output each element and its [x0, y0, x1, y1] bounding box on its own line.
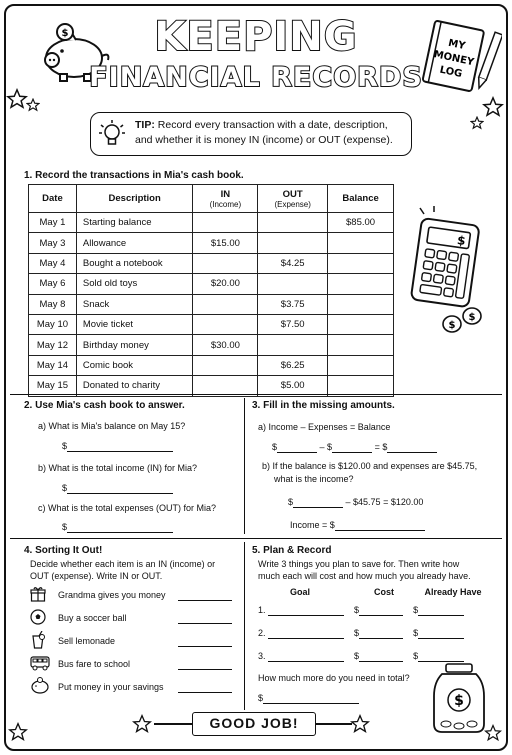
- answer-line-in-out[interactable]: [178, 635, 232, 647]
- list-item: [30, 635, 240, 651]
- svg-text:$: $: [454, 693, 464, 709]
- star-icon: [26, 98, 40, 112]
- svg-text:$: $: [456, 233, 467, 249]
- notebook-label: MY: [447, 37, 467, 53]
- cell-date: May 8: [29, 294, 77, 314]
- cell-balance[interactable]: [328, 294, 394, 314]
- section-2-title: 2. Use Mia's cash book to answer.: [24, 400, 185, 411]
- section-5-title: 5. Plan & Record: [252, 545, 332, 556]
- cell-date: May 1: [29, 213, 77, 233]
- star-icon: [350, 714, 370, 734]
- cell-description: Bought a notebook: [76, 253, 193, 273]
- cell-balance[interactable]: [328, 376, 394, 396]
- cell-in: [193, 376, 258, 396]
- title-line-1: KEEPING: [154, 14, 358, 60]
- lemonade-icon: [30, 631, 46, 649]
- answer-line-2c[interactable]: $: [62, 521, 173, 533]
- item-label: Sell lemonade: [58, 636, 116, 646]
- table-row: [29, 253, 394, 273]
- good-job-banner: GOOD JOB!: [192, 712, 316, 736]
- tip-box: [90, 112, 412, 156]
- answer-line-2b[interactable]: $: [62, 482, 173, 494]
- notebook-label: LOG: [438, 64, 464, 81]
- svg-text:$: $: [448, 320, 456, 331]
- section-2-question-a: a) What is Mia's balance on May 15?: [38, 421, 186, 431]
- answer-line-in-out[interactable]: [178, 658, 232, 670]
- cell-balance[interactable]: [328, 355, 394, 375]
- cell-out: $5.00: [258, 376, 328, 396]
- table-row: [29, 314, 394, 334]
- cell-description: Birthday money: [76, 335, 193, 355]
- table-row: [29, 376, 394, 396]
- cell-description: Snack: [76, 294, 193, 314]
- cell-out: [258, 274, 328, 294]
- star-icon: [132, 714, 152, 734]
- section-3-question-b-line1: b) If the balance is $120.00 and expenses are $45.75,: [262, 461, 478, 471]
- cell-in: $30.00: [193, 335, 258, 355]
- star-icon: [482, 96, 504, 118]
- section-3-question-a: a) Income – Expenses = Balance: [258, 422, 391, 432]
- section-1-title: 1. Record the transactions in Mia's cash book.: [24, 170, 244, 181]
- cell-date: May 15: [29, 376, 77, 396]
- plan-row[interactable]: 3. $ $: [258, 650, 498, 662]
- item-label: Bus fare to school: [58, 659, 131, 669]
- cell-description: Comic book: [76, 355, 193, 375]
- col-date: Date: [29, 185, 77, 213]
- income-answer-line[interactable]: Income = $: [290, 519, 425, 531]
- col-goal: Goal: [289, 587, 310, 597]
- list-item: [30, 612, 240, 628]
- cell-description: Allowance: [76, 233, 193, 253]
- cell-date: May 4: [29, 253, 77, 273]
- tip-label: TIP:: [135, 119, 155, 131]
- cell-description: Donated to charity: [76, 376, 193, 396]
- cell-description: Sold old toys: [76, 274, 193, 294]
- bus-icon: [30, 655, 50, 671]
- table-row: [29, 294, 394, 314]
- col-already-have: Already Have: [424, 587, 482, 597]
- star-icon: [8, 722, 28, 742]
- section-3-equation-b[interactable]: $ – $45.75 = $120.00: [288, 497, 424, 507]
- section-5-instructions-line1: Write 3 things you plan to save for. Then write how: [258, 559, 460, 569]
- cell-balance[interactable]: [328, 335, 394, 355]
- notebook-label: MONEY: [432, 49, 475, 69]
- col-cost: Cost: [374, 587, 394, 597]
- list-item: [30, 589, 240, 605]
- col-out: OUT (Expense): [258, 185, 328, 213]
- cell-out: [258, 335, 328, 355]
- soccer-ball-icon: [30, 609, 46, 625]
- cell-in: [193, 294, 258, 314]
- plan-row[interactable]: 2. $ $: [258, 627, 498, 639]
- plan-row[interactable]: 1. $ $: [258, 604, 498, 616]
- cell-date: May 12: [29, 335, 77, 355]
- cell-date: May 14: [29, 355, 77, 375]
- table-row: [29, 213, 394, 233]
- list-item: [30, 681, 240, 697]
- item-label: Put money in your savings: [58, 682, 164, 692]
- svg-text:$: $: [468, 312, 476, 323]
- star-icon: [6, 88, 28, 110]
- money-log-notebook-icon: [418, 18, 502, 100]
- section-5-instructions-line2: much each will cost and how much you already have.: [258, 571, 471, 581]
- table-row: [29, 233, 394, 253]
- cell-description: Movie ticket: [76, 314, 193, 334]
- cell-date: May 10: [29, 314, 77, 334]
- tip-text: Record every transaction with a date, description, and whether it is money IN (income) or OUT (expense).: [135, 119, 393, 146]
- cell-in: $15.00: [193, 233, 258, 253]
- section-3-question-b-line2: what is the income?: [274, 474, 354, 484]
- cell-balance: $85.00: [328, 213, 394, 233]
- cell-in: [193, 355, 258, 375]
- col-balance: Balance: [328, 185, 394, 213]
- piggy-bank-icon: [30, 677, 50, 695]
- table-row: [29, 335, 394, 355]
- cell-out: $6.25: [258, 355, 328, 375]
- section-3-equation-a[interactable]: $ – $ = $: [272, 441, 437, 453]
- star-icon: [470, 116, 484, 130]
- cell-out: $3.75: [258, 294, 328, 314]
- table-row: [29, 355, 394, 375]
- col-description: Description: [76, 185, 193, 213]
- cell-balance[interactable]: [328, 233, 394, 253]
- cell-in: $20.00: [193, 274, 258, 294]
- cell-out: [258, 213, 328, 233]
- answer-line-in-out[interactable]: [178, 612, 232, 624]
- cell-in: [193, 213, 258, 233]
- cash-book-table: [28, 184, 394, 397]
- section-2-question-b: b) What is the total income (IN) for Mia?: [38, 463, 198, 473]
- cell-out: $7.50: [258, 314, 328, 334]
- section-4-instructions-line2: OUT (expense). Write IN or OUT.: [30, 571, 163, 581]
- section-3-title: 3. Fill in the missing amounts.: [252, 400, 395, 411]
- section-4-instructions-line1: Decide whether each item is an IN (income) or: [30, 559, 216, 569]
- cell-balance[interactable]: [328, 314, 394, 334]
- cell-out: $4.25: [258, 253, 328, 273]
- calculator-icon: [404, 206, 488, 336]
- title-line-2: FINANCIAL RECORDS: [89, 62, 423, 93]
- section-2-question-c: c) What is the total expenses (OUT) for Mia?: [38, 503, 217, 513]
- cell-in: [193, 314, 258, 334]
- cell-in: [193, 253, 258, 273]
- answer-line-2a[interactable]: $: [62, 440, 173, 452]
- col-in: IN (Income): [193, 185, 258, 213]
- cell-description: Starting balance: [76, 213, 193, 233]
- total-answer-line[interactable]: $: [258, 692, 359, 704]
- item-label: Grandma gives you money: [58, 590, 166, 600]
- savings-jar-icon: [428, 662, 490, 734]
- section-5-total-question: How much more do you need in total?: [258, 673, 410, 683]
- table-row: [29, 274, 394, 294]
- answer-line-in-out[interactable]: [178, 681, 232, 693]
- cell-balance[interactable]: [328, 274, 394, 294]
- answer-line-in-out[interactable]: [178, 589, 232, 601]
- cell-out: [258, 233, 328, 253]
- cell-balance[interactable]: [328, 253, 394, 273]
- lightbulb-icon: [97, 119, 127, 149]
- cell-date: May 3: [29, 233, 77, 253]
- table-header-row: [29, 185, 394, 213]
- gift-icon: [30, 586, 46, 602]
- list-item: [30, 658, 240, 674]
- svg-text:$: $: [61, 28, 69, 39]
- item-label: Buy a soccer ball: [58, 613, 127, 623]
- section-4-title: 4. Sorting It Out!: [24, 545, 103, 556]
- cell-date: May 6: [29, 274, 77, 294]
